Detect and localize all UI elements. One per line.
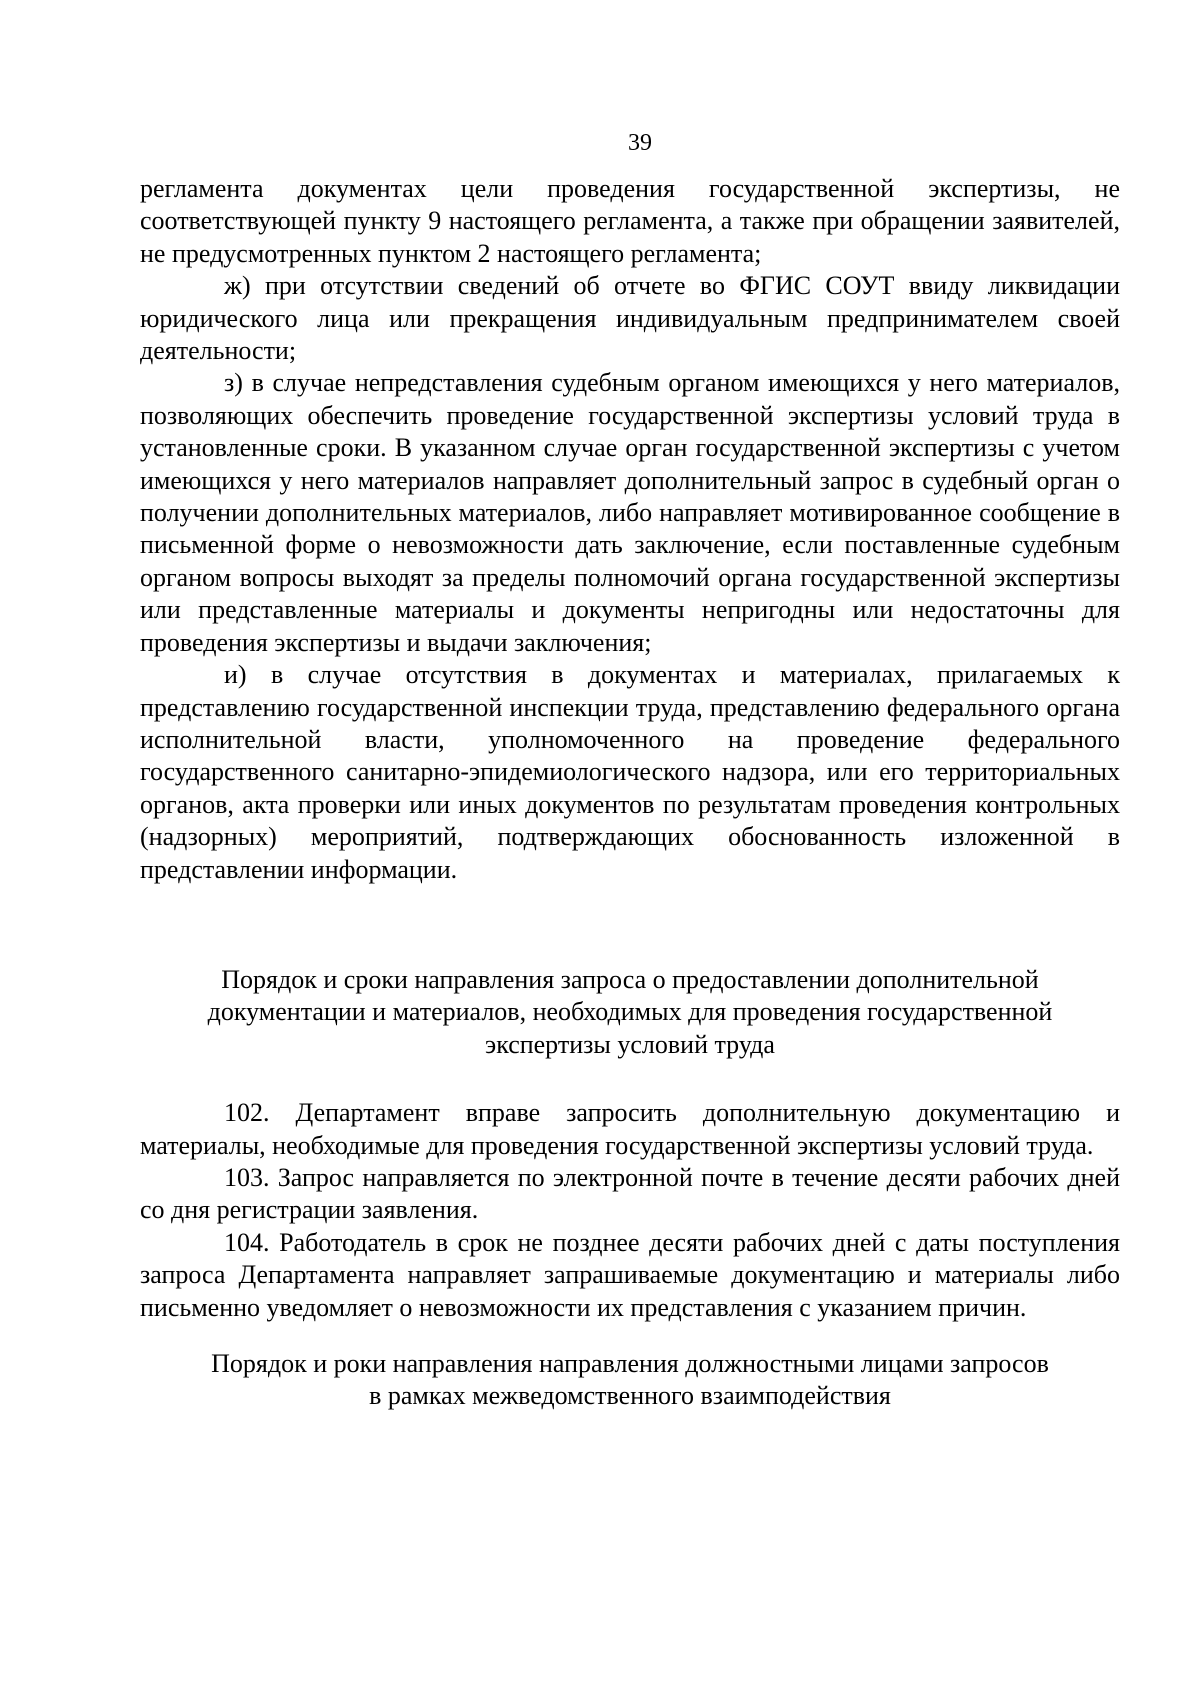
section-heading-1-line-2: документации и материалов, необходимых для проведения государственной (207, 997, 1053, 1027)
section-heading-1-line-1: Порядок и сроки направления запроса о предоставлении дополнительной (221, 964, 1039, 994)
paragraph-104: 104. Работодатель в срок не позднее десяти рабочих дней с даты поступления запроса Департамента направляет запрашиваемые документацию и материалы либо письменно уведомляет о невозможности их представления с указанием причин. (140, 1227, 1120, 1322)
section-heading-2 (140, 1348, 1120, 1413)
paragraph-103: 103. Запрос направляется по электронной почте в течение десяти рабочих дней со дня регистрации заявления. (140, 1162, 1120, 1225)
section-heading-1-line-3: экспертизы условий труда (485, 1029, 775, 1059)
paragraph-102: 102. Департамент вправе запросить дополнительную документацию и материалы, необходимые для проведения государственной экспертизы условий труда. (140, 1098, 1120, 1160)
section-heading-2-line-2: в рамках межведомственного взаимподействия (369, 1381, 891, 1411)
paragraph-item-zh: ж) при отсутствии сведений об отчете во ФГИС СОУТ ввиду ликвидации юридического лица или прекращения индивидуальным предпринимателем своей деятельности; (140, 271, 1120, 366)
section-heading-2-line-1: Порядок и роки направления направления должностными лицами запросов (211, 1349, 1049, 1378)
paragraph-item-z: з) в случае непредставления судебным органом имеющихся у него материалов, позволяющих обеспечить проведение государственной экспертизы условий труда в установленные сроки. В указанном случае орган государственной экспертизы с учетом имеющихся у него материалов направляет дополнительный запрос в судебный орган о получении дополнительных материалов, либо направляет мотивированное сообщение в письменной форме о невозможности дать заключение, если поставленные судебным органом вопросы выходят за пределы полномочий органа государственной экспертизы или представленные материалы и документы непригодны или недостаточны для проведения экспертизы и выдачи заключения; (140, 368, 1120, 657)
spacer (140, 886, 1120, 964)
spacer (140, 1061, 1120, 1097)
paragraph-continuation: регламента документах цели проведения государственной экспертизы, не соответствующей пункту 9 настоящего регламента, а также при обращении заявителей, не предусмотренных пунктом 2 настоящего регламента; (140, 174, 1120, 268)
document-body (140, 173, 1120, 1413)
spacer (140, 1324, 1120, 1348)
section-heading-1 (140, 964, 1120, 1061)
page-number: 39 (628, 130, 652, 156)
paragraph-item-i: и) в случае отсутствия в документах и материалах, прилагаемых к представлению государственной инспекции труда, представлению федерального органа исполнительной власти, уполномоченного на проведение федерального государственного санитарно-эпидемиологического надзора, или его территориальных органов, акта проверки или иных документов по результатам проведения контрольных (надзорных) мероприятий, подтверждающих обоснованность изложенной в представлении информации. (140, 660, 1120, 884)
